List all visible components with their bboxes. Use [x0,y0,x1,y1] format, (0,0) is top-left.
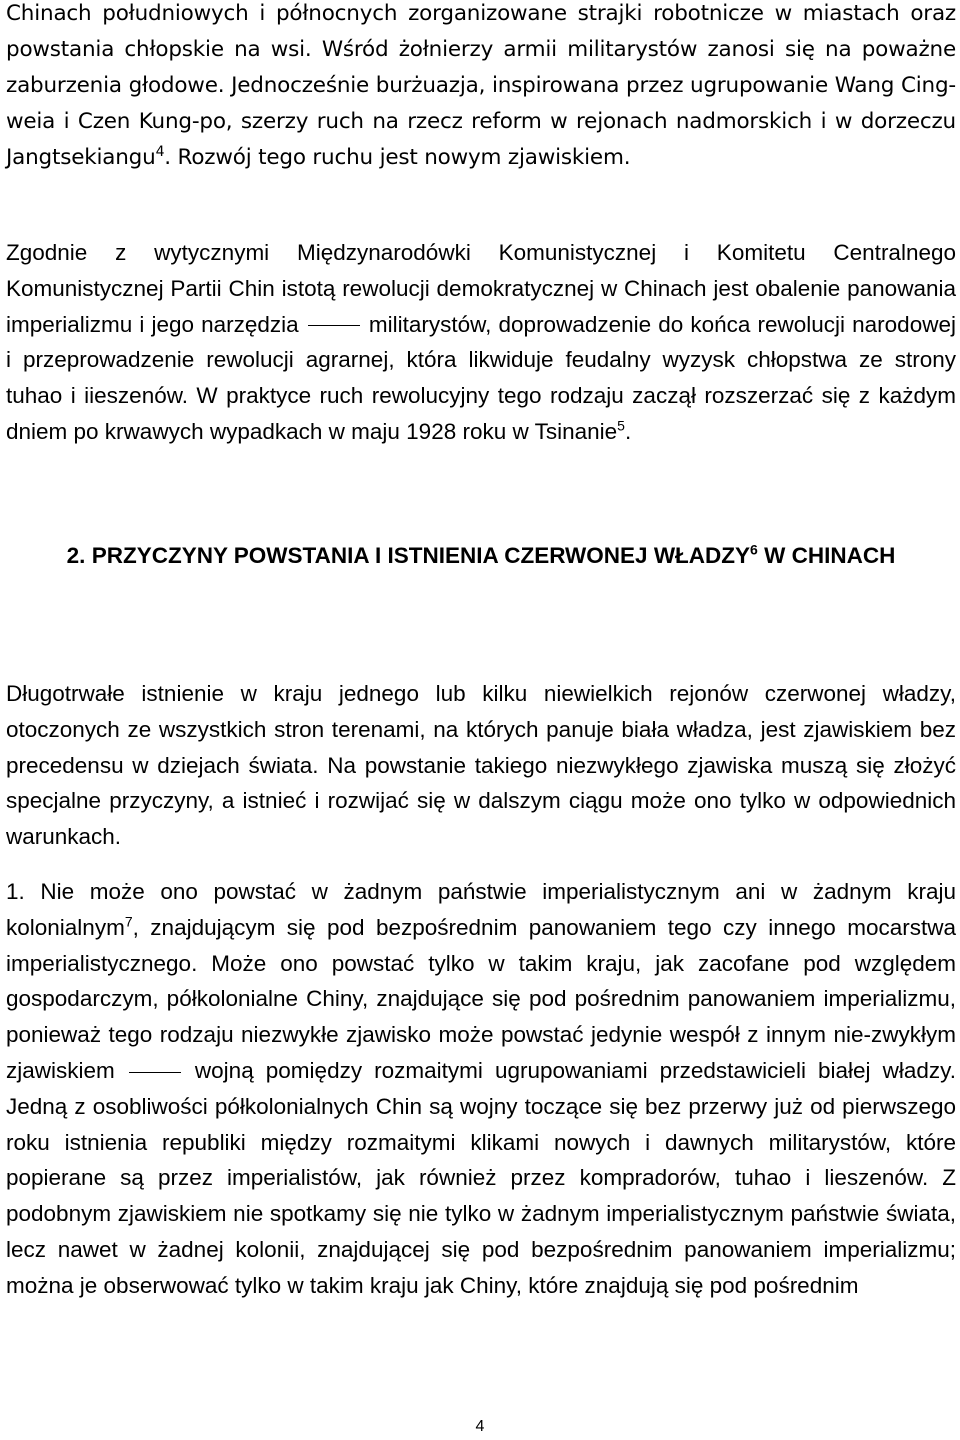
footnote-ref-6: 6 [750,541,758,558]
paragraph-1-text: Chinach południowych i północnych zorganizowane strajki robotnicze w miastach oraz powstania chłopskie na wsi. Wśród żołnierzy armii militarystów zanosi się na poważne zaburzenia głodowe. Jednocześnie burżuazja, inspirowana przez ugrupowanie Wang Cing- weia i Czen Kung-po, szerzy ruch na rzecz reform w rejonach nadmorskich i w dorzeczu Jangtsekiangu [6,1,956,170]
footnote-ref-5: 5 [617,417,625,434]
section-heading [6,543,956,569]
page-number: 4 [475,1418,485,1435]
paragraph-2-text-end: . [624,418,632,444]
footnote-ref-4: 4 [155,143,165,160]
paragraph-1-text-end: . Rozwój tego ruchu jest nowym zjawiskiem. [164,145,631,170]
paragraph-4 [6,874,956,1304]
footnote-ref-7: 7 [124,913,133,930]
paragraph-4-text-cont: , znajdującym się pod bezpośrednim panowaniem tego czy innego mocarstwa imperialistycznego. Może ono powstać tylko w takim kraju, jak zacofane pod względem gospodarczym, półkolonialne Chiny, znajdujące się pod pośrednim panowaniem imperializmu, ponieważ tego rodzaju niezwykłe zjawisko może powstać jedynie wespół z innym nie-zwykłym zjawiskiem [6,914,956,1083]
paragraph-1 [6,0,956,176]
paragraph-4-text: 1. Nie może ono powstać w żadnym państwie imperialistycznym ani w żadnym kraju kolonialnym [6,879,956,940]
section-heading-text: 2. PRZYCZYNY POWSTANIA I ISTNIENIA CZERWONEJ WŁADZY [66,543,751,568]
paragraph-2 [6,235,956,450]
section-heading-text-end: W CHINACH [757,543,896,568]
paragraph-3 [6,676,956,855]
em-dash [129,1072,181,1073]
paragraph-2-text: Zgodnie z wytycznymi Międzynarodówki Komunistycznej i Komitetu Centralnego Komunistycznej Partii Chin istotą rewolucji demokratycznej w Chinach jest obalenie panowania imperializmu i jego narzędzia [6,240,956,337]
paragraph-2-text-cont: militarystów, doprowadzenie do końca rewolucji narodowej i przeprowadzenie rewolucji agrarnej, która likwiduje feudalny wyzysk chłopstwa ze strony tuhao i iieszenów. W praktyce ruch rewolucyjny tego rodzaju zaczął rozszerzać się z każdym dniem po krwawych wypadkach w maju 1928 roku w Tsinanie [6,311,956,444]
paragraph-3-text: Długotrwałe istnienie w kraju jednego lub kilku niewielkich rejonów czerwonej władzy, otoczonych ze wszystkich stron terenami, na których panuje biała władza, jest zjawiskiem bez precedensu w dziejach świata. Na powstanie takiego niezwykłego zjawiska muszą się złożyć specjalne przyczyny, a istnieć i rozwijać się w dalszym ciągu może ono tylko w odpowiednich warunkach. [6,681,956,850]
paragraph-4-text-end: wojną pomiędzy rozmaitymi ugrupowaniami przedstawicieli białej władzy. Jedną z osobliwości półkolonialnych Chin są wojny toczące się bez przerwy już od pierwszego roku istnienia republiki między rozmaitymi klikami nowych i dawnych militarystów, które popierane są przez imperialistów, jak również przez kompradorów, tuhao i lieszenów. Z podobnym zjawiskiem nie spotkamy się nie tylko w żadnym imperialistycznym państwie świata, lecz nawet w żadnej kolonii, znajdującej się pod bezpośrednim panowaniem imperializmu; można je obserwować tylko w takim kraju jak Chiny, które znajdują się pod pośrednim [6,1057,956,1298]
em-dash [308,325,360,326]
